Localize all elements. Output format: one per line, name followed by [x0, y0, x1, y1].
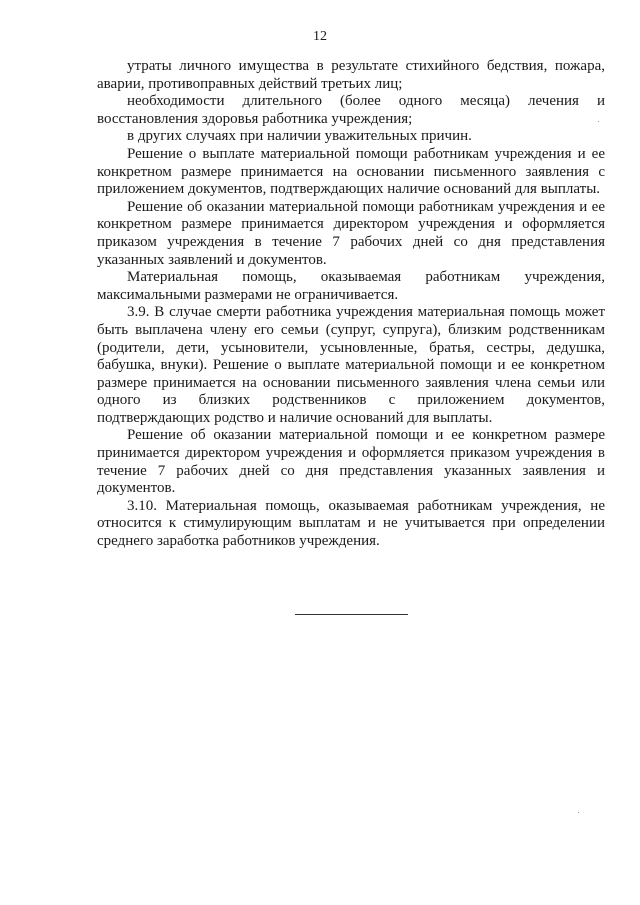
paragraph-8: Решение об оказании материальной помощи и ее конкретном размере принимается директором учреждения и оформляется приказом учреждения в течение 7 рабочих дней со дня представления указанных заявления и документов.	[97, 427, 605, 497]
document-body	[97, 58, 605, 551]
paragraph-3: в других случаях при наличии уважительных причин.	[127, 128, 472, 145]
paragraph-3-9: 3.9. В случае смерти работника учреждения материальная помощь может быть выплачена члену его семьи (супруг, супруга), близким родственникам (родители, дети, усыновители, усыновленные, братья, сестры, дедушка, бабушка, внуки). Решение о выплате материальной помощи и ее конкретном размере принимается на основании письменного заявления члена семьи или одного из близких родственников с приложением документов, подтверждающих родство и наличие оснований для выплаты.	[97, 304, 605, 426]
end-divider-line	[295, 614, 408, 615]
scan-speck	[598, 121, 599, 122]
paragraph-5: Решение об оказании материальной помощи работникам учреждения и ее конкретном размере принимается директором учреждения и оформляется приказом учреждения в течение 7 рабочих дней со дня представления указанных заявлений и документов.	[97, 198, 605, 268]
paragraph-6: Материальная помощь, оказываемая работникам учреждения, максимальными размерами не ограничивается.	[97, 269, 605, 303]
page-number: 12	[313, 29, 327, 44]
paragraph-1: утраты личного имущества в результате стихийного бедствия, пожара, аварии, противоправных действий третьих лиц;	[97, 58, 605, 92]
paragraph-2: необходимости длительного (более одного месяца) лечения и восстановления здоровья работника учреждения;	[97, 93, 605, 127]
paragraph-3-10: 3.10. Материальная помощь, оказываемая работникам учреждения, не относится к стимулирующим выплатам и не учитывается при определении среднего заработка работников учреждения.	[97, 497, 605, 550]
paragraph-4: Решение о выплате материальной помощи работникам учреждения и ее конкретном размере принимается на основании письменного заявления с приложением документов, подтверждающих наличие оснований для выплаты.	[97, 145, 605, 198]
scan-speck	[578, 812, 579, 813]
